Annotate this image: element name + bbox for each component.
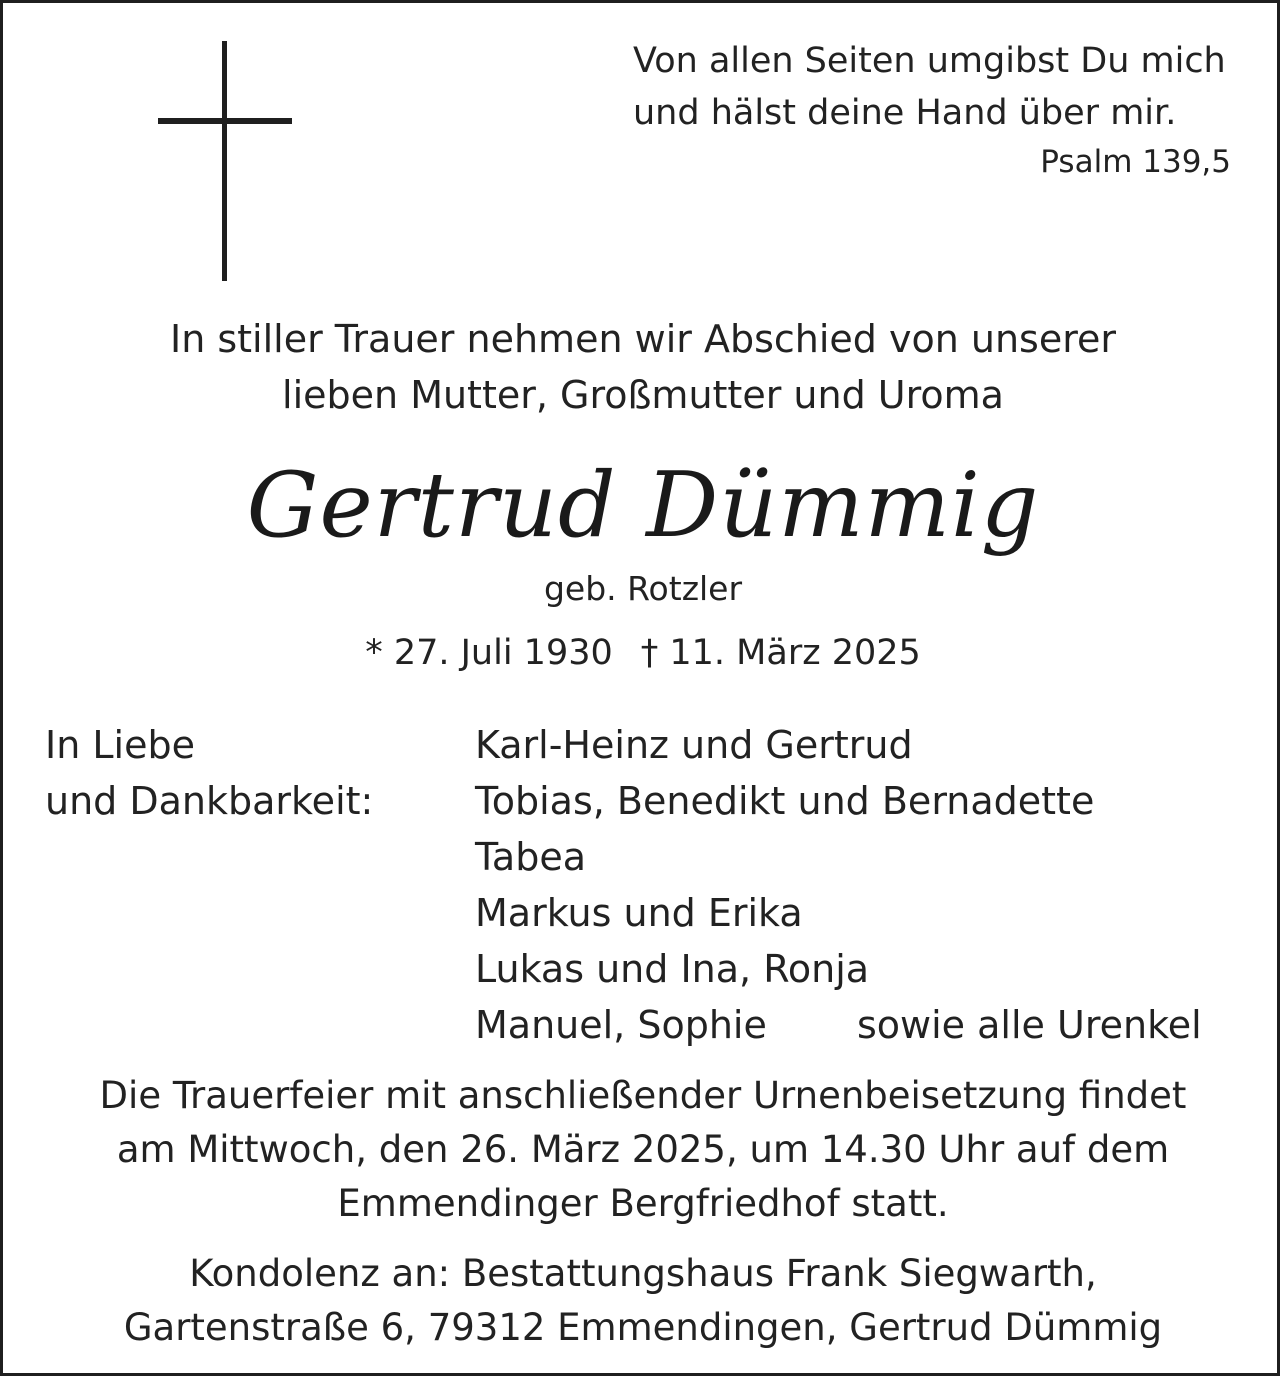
service-line: am Mittwoch, den 26. März 2025, um 14.30 Uhr auf dem xyxy=(116,1128,1170,1171)
condolence-info xyxy=(3,1247,1280,1355)
verse-line: und hälst deine Hand über mir. xyxy=(633,93,1177,133)
service-line: Die Trauerfeier mit anschließender Urnenbeisetzung findet xyxy=(99,1074,1187,1117)
mourner-name: Markus und Erika xyxy=(475,891,803,935)
mourners-label-line: In Liebe xyxy=(45,723,195,767)
condolence-line: Kondolenz an: Bestattungshaus Frank Siegwarth, xyxy=(189,1252,1097,1295)
mourner-name: Karl-Heinz und Gertrud xyxy=(475,723,913,767)
condolence-line: Gartenstraße 6, 79312 Emmendingen, Gertrud Dümmig xyxy=(123,1306,1163,1349)
verse-line: Von allen Seiten umgibst Du mich xyxy=(633,41,1226,81)
mourners-list xyxy=(475,717,1245,1053)
mourner-name: Tabea xyxy=(475,835,586,879)
mourner-row-last xyxy=(475,997,1245,1053)
life-dates xyxy=(3,627,1280,679)
mourners-label-line: und Dankbarkeit: xyxy=(45,779,374,823)
mourner-name: Lukas und Ina, Ronja xyxy=(475,947,870,991)
service-line: Emmendinger Bergfriedhof statt. xyxy=(337,1182,949,1225)
cross-horizontal-bar xyxy=(158,118,292,124)
mourner-name: Tobias, Benedikt und Bernadette xyxy=(475,779,1095,823)
maiden-name: geb. Rotzler xyxy=(543,569,743,608)
cross-vertical-bar xyxy=(222,41,227,281)
funeral-service-info xyxy=(3,1069,1280,1231)
intro-line: lieben Mutter, Großmutter und Uroma xyxy=(282,373,1004,417)
birth-date: * 27. Juli 1930 xyxy=(365,633,613,673)
mourners-label xyxy=(45,717,373,829)
bible-verse xyxy=(633,35,1243,185)
deceased-name: Gertrud Dümmig xyxy=(246,453,1040,558)
death-date: † 11. März 2025 xyxy=(640,633,921,673)
mourner-name: Manuel, Sophie xyxy=(475,1003,767,1047)
intro-text xyxy=(3,311,1280,423)
cross-icon xyxy=(158,41,292,281)
verse-reference: Psalm 139,5 xyxy=(1040,144,1231,180)
intro-line: In stiller Trauer nehmen wir Abschied von unserer xyxy=(169,317,1117,361)
also-mourners: sowie alle Urenkel xyxy=(857,1003,1202,1047)
